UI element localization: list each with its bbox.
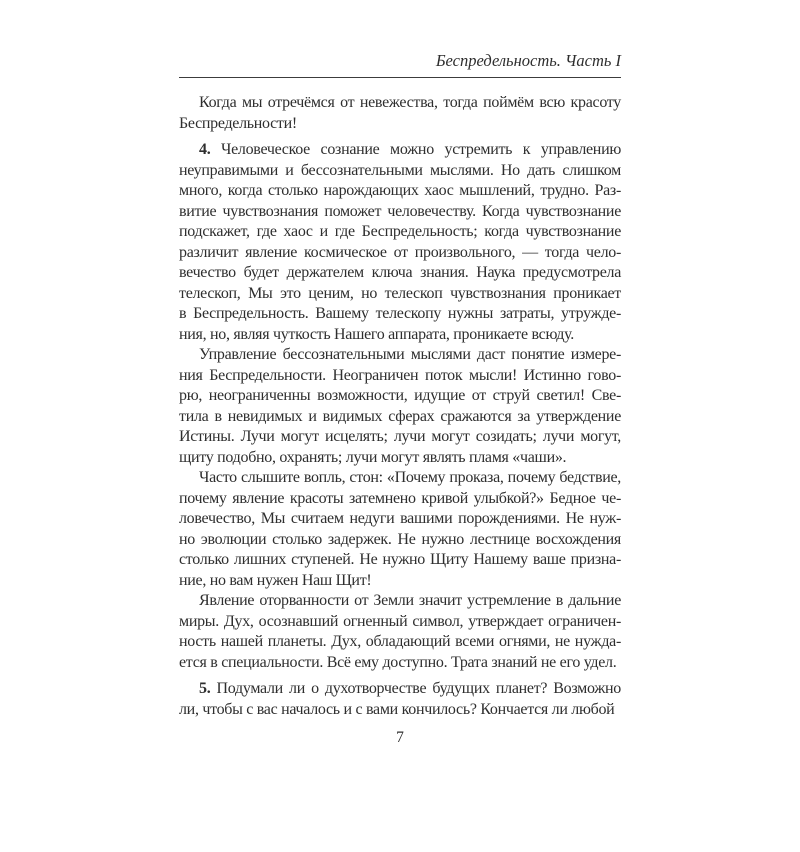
line-text: ловечество, Мы считаем недуги вашими порождениями. Не нуж-: [179, 510, 621, 527]
line-text: Подумали ли о духотворчестве будущих планет? Возможно: [216, 680, 622, 697]
paragraph: [179, 679, 621, 720]
line-text: столько лишних ступеней. Не нужно Щиту Нашему ваше призна-: [179, 551, 621, 568]
text-line: [179, 448, 621, 469]
line-text: Управление бессознательными мыслями даст понятие измере-: [199, 346, 621, 363]
text-line: [179, 93, 621, 114]
text-line: [179, 222, 621, 243]
text-line: [179, 530, 621, 551]
text-line: [179, 468, 621, 489]
line-text: подскажет, где хаос и где Беспредельность; когда чувствознание: [179, 223, 621, 240]
text-line: [179, 243, 621, 264]
text-line: [179, 181, 621, 202]
paragraph-number: 5.: [199, 680, 211, 697]
text-line: [179, 489, 621, 510]
paragraph: [179, 93, 621, 134]
paragraph: [179, 345, 621, 468]
line-text: Часто слышите вопль, стон: «Почему проказа, почему бедствие,: [199, 469, 621, 486]
book-page: [179, 52, 621, 747]
line-text: щиту подобно, охранять; лучи могут являть пламя «чаши».: [179, 448, 567, 466]
text-line: [179, 161, 621, 182]
text-line: [179, 284, 621, 305]
line-text: тила в невидимых и видимых сферах сражаются за утверждение: [179, 407, 621, 425]
page-footer: [179, 729, 621, 747]
text-line: [179, 612, 621, 633]
line-text: неуправимыми и бессознательными мыслями. Но дать слишком: [179, 161, 621, 179]
line-text: ность нашей планеты. Дух, обладающий всеми огнями, не нужда-: [179, 633, 621, 650]
line-text: ния, но, являя чуткость Нашего аппарата, проникаете всюду.: [179, 325, 574, 343]
line-text: ется в специальности. Всё ему доступно. Трата знаний не его удел.: [179, 653, 617, 671]
header-rule: [179, 77, 621, 78]
line-text: почему явление красоты затемнено кривой улыбкой?» Бедное че-: [179, 489, 621, 507]
text-line: [179, 345, 621, 366]
page-number: 7: [396, 729, 404, 746]
chapter-title: Беспредельность. Часть I: [435, 51, 621, 70]
text-line: [179, 550, 621, 571]
text-line: [179, 700, 621, 721]
line-text: ли, чтобы с вас началось и с вами кончилось? Кончается ли любой: [179, 700, 615, 718]
text-line: [179, 304, 621, 325]
text-line: [179, 202, 621, 223]
paragraph: [179, 140, 621, 345]
line-text: Явление оторванности от Земли значит устремление в дальние: [199, 592, 621, 609]
line-text: витие чувствознания поможет человечеству. Когда чувствознание: [179, 202, 621, 220]
text-line: [179, 632, 621, 653]
line-text: но эволюции столько задержек. Не нужно лестнице восхождения: [179, 530, 621, 548]
line-text: миры. Дух, осознавший огненный символ, утверждает ограничен-: [179, 612, 621, 630]
paragraph-number: 4.: [199, 141, 211, 158]
text-line: [179, 366, 621, 387]
text-line: [179, 263, 621, 284]
paragraph: [179, 591, 621, 673]
text-line: [179, 509, 621, 530]
text-line: [179, 140, 621, 161]
text-line: [179, 679, 621, 700]
line-text: рю, неограниченны возможности, идущие от струй светил! Све-: [179, 387, 621, 404]
text-line: [179, 386, 621, 407]
line-text: Истины. Лучи могут исцелять; лучи могут созидать; лучи могут,: [179, 428, 621, 445]
line-text: Беспредельности!: [179, 114, 297, 132]
text-line: [179, 653, 621, 674]
line-text: вечество будет держателем ключа знания. Наука предусмотрела: [179, 264, 621, 281]
line-text: различит явление космическое от произвольного, — тогда чело-: [179, 243, 621, 261]
text-line: [179, 571, 621, 592]
line-text: ние, но вам нужен Наш Щит!: [179, 571, 372, 589]
text-line: [179, 114, 621, 135]
paragraph: [179, 468, 621, 591]
line-text: много, когда столько нарождающих хаос мышлений, трудно. Раз-: [179, 182, 621, 199]
line-text: Когда мы отречёмся от невежества, тогда поймём всю красоту: [199, 94, 621, 111]
line-text: ния Беспредельности. Неограничен поток мысли! Истинно гово-: [179, 366, 621, 384]
text-line: [179, 591, 621, 612]
page-body: [179, 93, 621, 720]
running-head: [179, 52, 621, 77]
text-line: [179, 427, 621, 448]
text-line: [179, 325, 621, 346]
text-line: [179, 407, 621, 428]
line-text: в Беспредельность. Вашему телескопу нужны затраты, утружде-: [179, 305, 621, 322]
line-text: телескоп, Мы это ценим, но телескоп чувствознания проникает: [179, 284, 621, 302]
line-text: Человеческое сознание можно устремить к управлению: [221, 141, 621, 158]
